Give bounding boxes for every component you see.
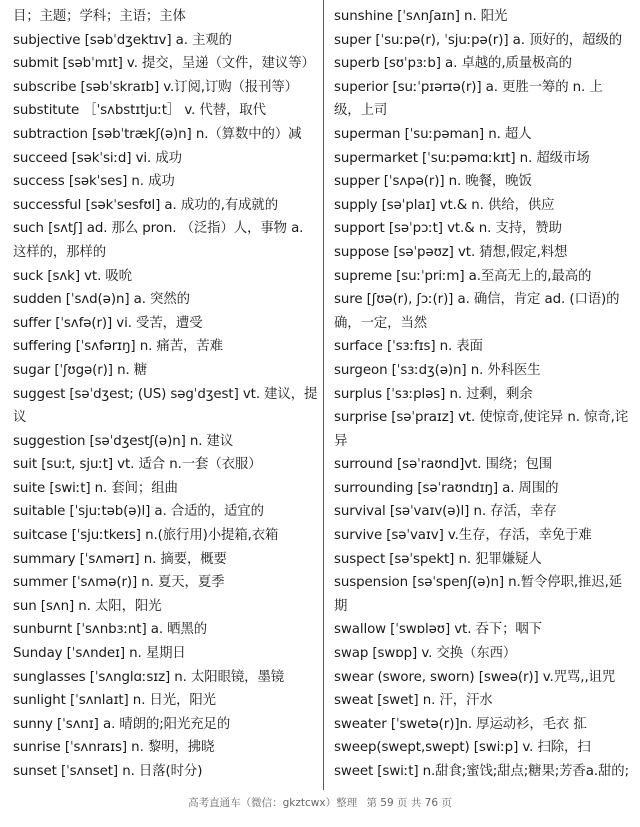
vocab-entry: sweater [ˈswetə(r)]n. 厚运动衫，毛衣 㧟 bbox=[334, 716, 587, 732]
vocab-entry: supply [səˈplaɪ] vt.& n. 供给，供应 bbox=[334, 197, 555, 213]
vocab-entry: suspension [səˈspenʃ(ə)n] n.暂令停职,推迟,延期 bbox=[334, 575, 623, 614]
vocab-entry: sudden [ˈsʌd(ə)n] a. 突然的 bbox=[13, 292, 190, 308]
vocab-entry: surprise [səˈpraɪz] vt. 使惊奇,使诧异 n. 惊奇,诧异 bbox=[334, 410, 629, 449]
vocab-entry: sunglasses [ˈsʌnglɑːsɪz] n. 太阳眼镜，墨镜 bbox=[13, 669, 285, 685]
vocab-entry: sunset [ˈsʌnset] n. 日落(时分) bbox=[13, 764, 203, 779]
vocab-entry: sunny [ˈsʌnɪ] a. 晴朗的;阳光充足的 bbox=[13, 716, 231, 732]
footer-page-number: 第 59 页 共 76 页 bbox=[366, 797, 452, 809]
vocab-entry: super [ˈsuːpə(r), ˈsjuːpə(r)] a. 顶好的，超级的 bbox=[334, 32, 623, 48]
vocab-entry: suitcase [ˈsjuːtkeɪs] n.(旅行用)小提箱,衣箱 bbox=[13, 528, 279, 544]
vocab-entry: supermarket [ˈsuːpəmɑːkɪt] n. 超级市场 bbox=[334, 150, 590, 166]
vocab-entry: sugar [ˈʃʊgə(r)] n. 糖 bbox=[13, 362, 148, 378]
left-column bbox=[13, 5, 318, 784]
vocab-entry: suffer [ˈsʌfə(r)] vi. 受苦，遭受 bbox=[13, 315, 203, 331]
vocab-entry: substitute ［ˈsʌbstɪtjuːt］ v. 代替，取代 bbox=[13, 103, 266, 119]
vocab-entry: surround [səˈraʊnd]vt. 围绕；包围 bbox=[334, 457, 553, 473]
vocab-entry: Sunday [ˈsʌndeɪ] n. 星期日 bbox=[13, 646, 186, 662]
vocab-entry: subscribe [səbˈskraɪb] v.订阅,订购（报刊等） bbox=[13, 79, 298, 95]
vocab-entry: sunrise [ˈsʌnraɪs] n. 黎明，拂晓 bbox=[13, 740, 215, 756]
vocab-entry: surface [ˈsɜːfɪs] n. 表面 bbox=[334, 339, 483, 355]
vocab-entry: survive [səˈvaɪv] v.生存，存活，幸免于难 bbox=[334, 528, 592, 544]
vocab-entry: suggest [səˈdʒest; (US) səgˈdʒest] vt. 建议，提议 bbox=[13, 386, 318, 426]
vocab-entry: subtraction [səbˈtrækʃ(ə)n] n.（算数中的）减 bbox=[13, 126, 302, 142]
vocab-entry: surplus [ˈsɜːpləs] n. 过剩，剩余 bbox=[334, 386, 533, 402]
right-column bbox=[334, 5, 629, 784]
vocab-entry: subjective [səbˈdʒektɪv] a. 主观的 bbox=[13, 32, 232, 48]
page-footer bbox=[0, 795, 640, 810]
vocab-entry: submit [səbˈmɪt] v. 提交，呈递（文件，建议等） bbox=[13, 56, 315, 72]
vocab-entry: suitable [ˈsjuːtəb(ə)l] a. 合适的，适宜的 bbox=[13, 504, 264, 520]
vocab-entry: sweat [swet] n. 汗，汗水 bbox=[334, 693, 493, 709]
vocab-entry: success [səkˈses] n. 成功 bbox=[13, 174, 175, 190]
vocab-entry: succeed [səkˈsiːd] vi. 成功 bbox=[13, 150, 182, 166]
vocab-entry: suck [sʌk] vt. 吸吮 bbox=[13, 268, 132, 284]
vocab-entry: swallow [ˈswɒləʊ] vt. 吞下；咽下 bbox=[334, 622, 542, 638]
vocab-entry: suite [swiːt] n. 套间；组曲 bbox=[13, 480, 178, 496]
vocab-entry: support [səˈpɔːt] vt.& n. 支持，赞助 bbox=[334, 221, 562, 237]
vocab-entry: superman [ˈsuːpəman] n. 超人 bbox=[334, 126, 532, 142]
vocab-entry: sunlight [ˈsʌnlaɪt] n. 日光，阳光 bbox=[13, 693, 216, 709]
footer-source: 高考直通车（微信：gkztcwx）整理 bbox=[188, 797, 358, 809]
column-divider bbox=[323, 0, 324, 790]
vocab-entry: such [sʌtʃ] ad. 那么 pron. （泛指）人，事物 a. 这样的，那样的 bbox=[13, 221, 304, 260]
vocab-entry: sunburnt [ˈsʌnbɜːnt] a. 晒黑的 bbox=[13, 622, 208, 638]
vocab-entry: superb [sʊˈpɜːb] a. 卓越的,质量极高的 bbox=[334, 56, 572, 72]
vocab-entry: suffering [ˈsʌfərɪŋ] n. 痛苦，苦难 bbox=[13, 339, 223, 355]
vocab-entry: sweet [swiːt] n.甜食;蜜饯;甜点;糖果;芳香a.甜的; bbox=[334, 764, 629, 779]
vocab-entry: summer [ˈsʌmə(r)] n. 夏天，夏季 bbox=[13, 575, 225, 591]
vocab-entry: swap [swɒp] v. 交换（东西） bbox=[334, 646, 517, 662]
vocab-entry: surgeon [ˈsɜːdʒ(ə)n] n. 外科医生 bbox=[334, 362, 541, 378]
vocab-entry: sweep(swept,swept) [swiːp] v. 扫除，扫 bbox=[334, 740, 591, 756]
vocab-entry: superior [suːˈpɪərɪə(r)] a. 更胜一筹的 n. 上级，上司 bbox=[334, 79, 603, 119]
vocab-entry: suppose [səˈpəʊz] vt. 猜想,假定,料想 bbox=[334, 244, 568, 260]
vocab-entry: sunshine [ˈsʌnʃaɪn] n. 阳光 bbox=[334, 9, 508, 24]
vocab-entry: summary [ˈsʌmərɪ] n. 摘要，概要 bbox=[13, 551, 227, 567]
vocab-entry: surrounding [səˈraʊndɪŋ] a. 周围的 bbox=[334, 480, 559, 496]
vocab-entry: sun [sʌn] n. 太阳，阳光 bbox=[13, 598, 162, 614]
vocab-entry: 目；主题；学科；主语；主体 bbox=[13, 9, 186, 24]
vocab-entry: suspect [səˈspekt] n. 犯罪嫌疑人 bbox=[334, 551, 542, 567]
vocab-entry: survival [səˈvaɪv(ə)l] n. 存活，幸存 bbox=[334, 504, 557, 520]
vocab-entry: successful [səkˈsesfʊl] a. 成功的,有成就的 bbox=[13, 197, 279, 213]
vocab-entry: suit [suːt, sjuːt] vt. 适合 n.一套（衣服） bbox=[13, 457, 262, 473]
vocab-entry: sure [ʃʊə(r), ʃɔː(r)] a. 确信，肯定 ad. (口语)的确，一定，当然 bbox=[334, 292, 620, 331]
vocab-entry: swear (swore, sworn) [sweə(r)] v.咒骂,,诅咒 bbox=[334, 669, 616, 685]
vocab-entry: supreme [suːˈpriːm] a.至高无上的,最高的 bbox=[334, 268, 592, 284]
vocab-entry: suggestion [səˈdʒestʃ(ə)n] n. 建议 bbox=[13, 433, 234, 449]
vocab-entry: supper [ˈsʌpə(r)] n. 晚餐，晚饭 bbox=[334, 174, 532, 190]
